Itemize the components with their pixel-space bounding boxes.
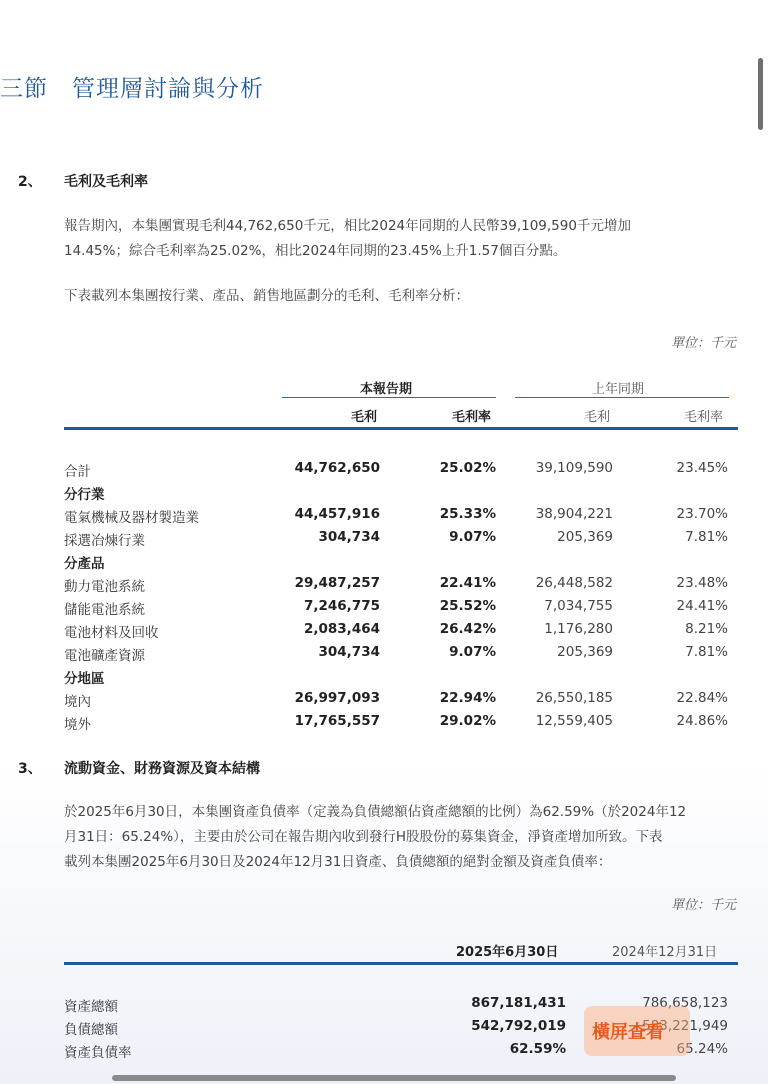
header-gp-prior: 毛利 bbox=[584, 410, 611, 425]
gp-value: 17,765,557 bbox=[294, 713, 380, 729]
gp-value: 2,083,464 bbox=[303, 621, 380, 637]
table-category-row bbox=[64, 552, 736, 575]
prior-margin-value: 24.86% bbox=[676, 713, 728, 729]
section-2-intro: 下表載列本集團按行業、產品、銷售地區劃分的毛利、毛利率分析： bbox=[64, 288, 469, 304]
prior-gp-value: 38,904,221 bbox=[535, 506, 613, 522]
prior-gp-value: 12,559,405 bbox=[535, 713, 613, 729]
header-gp-current: 毛利 bbox=[351, 410, 378, 425]
row-label: 電池礦產資源 bbox=[64, 648, 145, 664]
prior-value: 786,658,123 bbox=[642, 995, 728, 1011]
table-category-row bbox=[64, 483, 736, 506]
prior-value: 65.24% bbox=[676, 1041, 728, 1057]
prior-gp-value: 39,109,590 bbox=[535, 460, 613, 476]
gp-value: 44,457,916 bbox=[294, 506, 380, 522]
header-underline-prior bbox=[515, 397, 729, 398]
header-margin-prior: 毛利率 bbox=[684, 410, 724, 425]
table-header-rule bbox=[64, 962, 738, 965]
current-value: 867,181,431 bbox=[471, 995, 566, 1011]
prior-gp-value: 26,550,185 bbox=[535, 690, 613, 706]
margin-value: 26.42% bbox=[439, 621, 496, 637]
row-label: 資產負債率 bbox=[64, 1045, 132, 1061]
header-2024-12-31: 2024年12月31日 bbox=[612, 945, 718, 960]
gp-value: 26,997,093 bbox=[294, 690, 380, 706]
row-label: 境外 bbox=[64, 717, 91, 733]
table-row bbox=[64, 460, 736, 483]
horizontal-scrollbar[interactable] bbox=[112, 1075, 676, 1081]
table-category-row bbox=[64, 667, 736, 690]
section-2-title: 毛利及毛利率 bbox=[64, 174, 148, 190]
margin-value: 9.07% bbox=[449, 529, 496, 545]
paragraph-line: 月31日：65.24%），主要由於公司在報告期內收到發行H股股份的募集資金，淨資產增加所致。下表 bbox=[64, 829, 663, 845]
section-3-title: 流動資金、財務資源及資本結構 bbox=[64, 761, 260, 777]
gp-value: 304,734 bbox=[318, 529, 380, 545]
row-label: 負債總額 bbox=[64, 1022, 118, 1038]
margin-value: 25.52% bbox=[439, 598, 496, 614]
header-prior-period: 上年同期 bbox=[592, 382, 645, 397]
current-value: 542,792,019 bbox=[471, 1018, 566, 1034]
row-label: 電氣機械及器材製造業 bbox=[64, 510, 199, 526]
paragraph-line: 載列本集團2025年6月30日及2024年12月31日資產、負債總額的絕對金額及資產負債率： bbox=[64, 854, 612, 870]
prior-gp-value: 205,369 bbox=[557, 529, 613, 545]
table-row bbox=[64, 713, 736, 736]
vertical-scrollbar[interactable] bbox=[758, 58, 763, 130]
paragraph-line: 14.45%；綜合毛利率為25.02%，相比2024年同期的23.45%上升1.57個百分點。 bbox=[64, 243, 567, 259]
category-label: 分地區 bbox=[64, 671, 105, 687]
unit-label: 單位：千元 bbox=[670, 898, 736, 913]
landscape-view-button[interactable] bbox=[584, 1006, 690, 1056]
gp-value: 7,246,775 bbox=[303, 598, 380, 614]
table-header-rule bbox=[64, 427, 738, 430]
row-label: 電池材料及回收 bbox=[64, 625, 159, 641]
prior-margin-value: 24.41% bbox=[676, 598, 728, 614]
margin-value: 22.94% bbox=[439, 690, 496, 706]
prior-margin-value: 22.84% bbox=[676, 690, 728, 706]
margin-value: 25.02% bbox=[439, 460, 496, 476]
gp-value: 44,762,650 bbox=[294, 460, 380, 476]
margin-value: 25.33% bbox=[439, 506, 496, 522]
chapter-title bbox=[0, 70, 264, 103]
unit-label: 單位：千元 bbox=[670, 336, 736, 351]
paragraph-line: 報告期內，本集團實現毛利44,762,650千元，相比2024年同期的人民幣39,109,590千元增加 bbox=[64, 218, 631, 234]
prior-margin-value: 23.45% bbox=[676, 460, 728, 476]
header-margin-current: 毛利率 bbox=[452, 410, 492, 425]
table-row bbox=[64, 690, 736, 713]
category-label: 分行業 bbox=[64, 487, 105, 503]
current-value: 62.59% bbox=[509, 1041, 566, 1057]
margin-value: 22.41% bbox=[439, 575, 496, 591]
table-row bbox=[64, 575, 736, 598]
row-label: 境內 bbox=[64, 694, 91, 710]
chapter-number: 三節 bbox=[0, 76, 48, 102]
category-label: 分產品 bbox=[64, 556, 105, 572]
section-3-number: 3、 bbox=[18, 761, 42, 777]
table-row bbox=[64, 506, 736, 529]
row-label: 動力電池系統 bbox=[64, 579, 145, 595]
paragraph-line: 於2025年6月30日，本集團資產負債率（定義為負債總額佔資產總額的比例）為62.59%（於2024年12 bbox=[64, 804, 687, 820]
prior-margin-value: 8.21% bbox=[685, 621, 728, 637]
prior-gp-value: 7,034,755 bbox=[544, 598, 613, 614]
prior-margin-value: 7.81% bbox=[685, 529, 728, 545]
section-2-paragraph bbox=[64, 214, 742, 264]
header-current-period: 本報告期 bbox=[360, 382, 413, 397]
row-label: 儲能電池系統 bbox=[64, 602, 145, 618]
gp-value: 29,487,257 bbox=[294, 575, 380, 591]
gp-value: 304,734 bbox=[318, 644, 380, 660]
row-label: 合計 bbox=[64, 464, 91, 480]
prior-gp-value: 1,176,280 bbox=[544, 621, 613, 637]
table-row bbox=[64, 598, 736, 621]
row-label: 採選冶煉行業 bbox=[64, 533, 145, 549]
section-3-paragraph bbox=[64, 800, 742, 875]
prior-margin-value: 23.70% bbox=[676, 506, 728, 522]
landscape-view-label: 橫屏查看 bbox=[592, 1022, 664, 1043]
prior-margin-value: 7.81% bbox=[685, 644, 728, 660]
margin-value: 9.07% bbox=[449, 644, 496, 660]
section-2-number: 2、 bbox=[18, 174, 42, 190]
table-row bbox=[64, 644, 736, 667]
chapter-name: 管理層討論與分析 bbox=[72, 76, 264, 102]
prior-value: 583,221,949 bbox=[642, 1018, 728, 1034]
header-underline-current bbox=[282, 397, 496, 398]
prior-margin-value: 23.48% bbox=[676, 575, 728, 591]
table-row bbox=[64, 621, 736, 644]
margin-value: 29.02% bbox=[439, 713, 496, 729]
table-row bbox=[64, 529, 736, 552]
row-label: 資產總額 bbox=[64, 999, 118, 1015]
header-2025-06-30: 2025年6月30日 bbox=[456, 945, 559, 960]
prior-gp-value: 26,448,582 bbox=[535, 575, 613, 591]
prior-gp-value: 205,369 bbox=[557, 644, 613, 660]
